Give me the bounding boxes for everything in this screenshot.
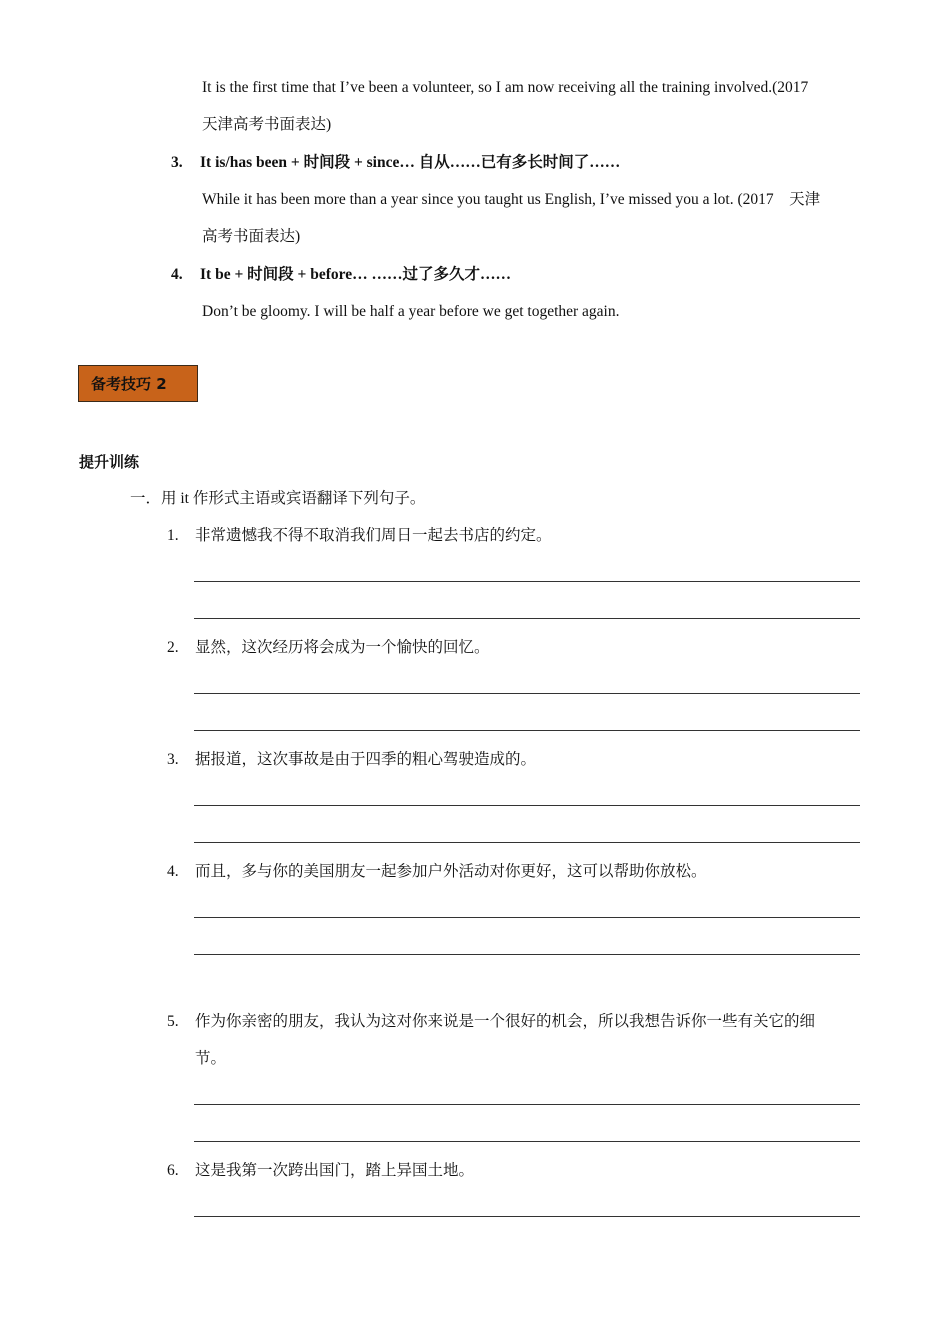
item-4-number: 4. bbox=[167, 863, 179, 880]
pattern-3-number: 3. bbox=[171, 154, 183, 171]
item-2-answer-line-2[interactable] bbox=[194, 730, 860, 731]
item-5-answer-line-2[interactable] bbox=[194, 1141, 860, 1142]
example-sentence-2-line2: 天津高考书面表达) bbox=[202, 116, 332, 133]
example-sentence-3-line2: 高考书面表达) bbox=[202, 228, 301, 245]
item-4-answer-line-2[interactable] bbox=[194, 954, 860, 955]
item-3-prompt: 据报道，这次事故是由于四季的粗心驾驶造成的。 bbox=[195, 751, 537, 768]
item-1-number: 1. bbox=[167, 527, 179, 544]
pattern-4-number: 4. bbox=[171, 266, 183, 283]
item-6-answer-line-1[interactable] bbox=[194, 1216, 860, 1217]
item-4-answer-line-1[interactable] bbox=[194, 917, 860, 918]
item-2-number: 2. bbox=[167, 639, 179, 656]
pattern-4-heading: It be + 时间段 + before… ……过了多久才…… bbox=[200, 266, 511, 283]
item-5-prompt-line1: 作为你亲密的朋友，我认为这对你来说是一个很好的机会，所以我想告诉你一些有关它的细 bbox=[195, 1013, 816, 1030]
item-1-answer-line-2[interactable] bbox=[194, 618, 860, 619]
item-3-answer-line-1[interactable] bbox=[194, 805, 860, 806]
item-2-prompt: 显然，这次经历将会成为一个愉快的回忆。 bbox=[195, 639, 490, 656]
tip-box bbox=[78, 365, 198, 402]
item-4-prompt: 而且，多与你的美国朋友一起参加户外活动对你更好，这可以帮助你放松。 bbox=[195, 863, 707, 880]
exercise-instruction: 一．用 it 作形式主语或宾语翻译下列句子。 bbox=[130, 490, 426, 507]
item-5-answer-line-1[interactable] bbox=[194, 1104, 860, 1105]
example-sentence-4: Don’t be gloomy. I will be half a year before we get together again. bbox=[202, 303, 620, 320]
item-1-answer-line-1[interactable] bbox=[194, 581, 860, 582]
item-5-number: 5. bbox=[167, 1013, 179, 1030]
example-sentence-3-line1: While it has been more than a year since you taught us English, I’ve missed you a lot. (2017 天津 bbox=[202, 191, 821, 208]
item-2-answer-line-1[interactable] bbox=[194, 693, 860, 694]
item-3-number: 3. bbox=[167, 751, 179, 768]
item-6-number: 6. bbox=[167, 1162, 179, 1179]
item-1-prompt: 非常遗憾我不得不取消我们周日一起去书店的约定。 bbox=[195, 527, 552, 544]
item-5-prompt-line2: 节。 bbox=[195, 1050, 227, 1067]
tip-box-label: 备考技巧 2 bbox=[91, 375, 167, 393]
section-heading: 提升训练 bbox=[79, 453, 140, 471]
item-3-answer-line-2[interactable] bbox=[194, 842, 860, 843]
item-6-prompt: 这是我第一次跨出国门，踏上异国土地。 bbox=[195, 1162, 475, 1179]
pattern-3-heading: It is/has been + 时间段 + since… 自从……已有多长时间了…… bbox=[200, 154, 621, 171]
example-sentence-2-line1: It is the first time that I’ve been a volunteer, so I am now receiving all the training involved.(2017 bbox=[202, 79, 809, 96]
